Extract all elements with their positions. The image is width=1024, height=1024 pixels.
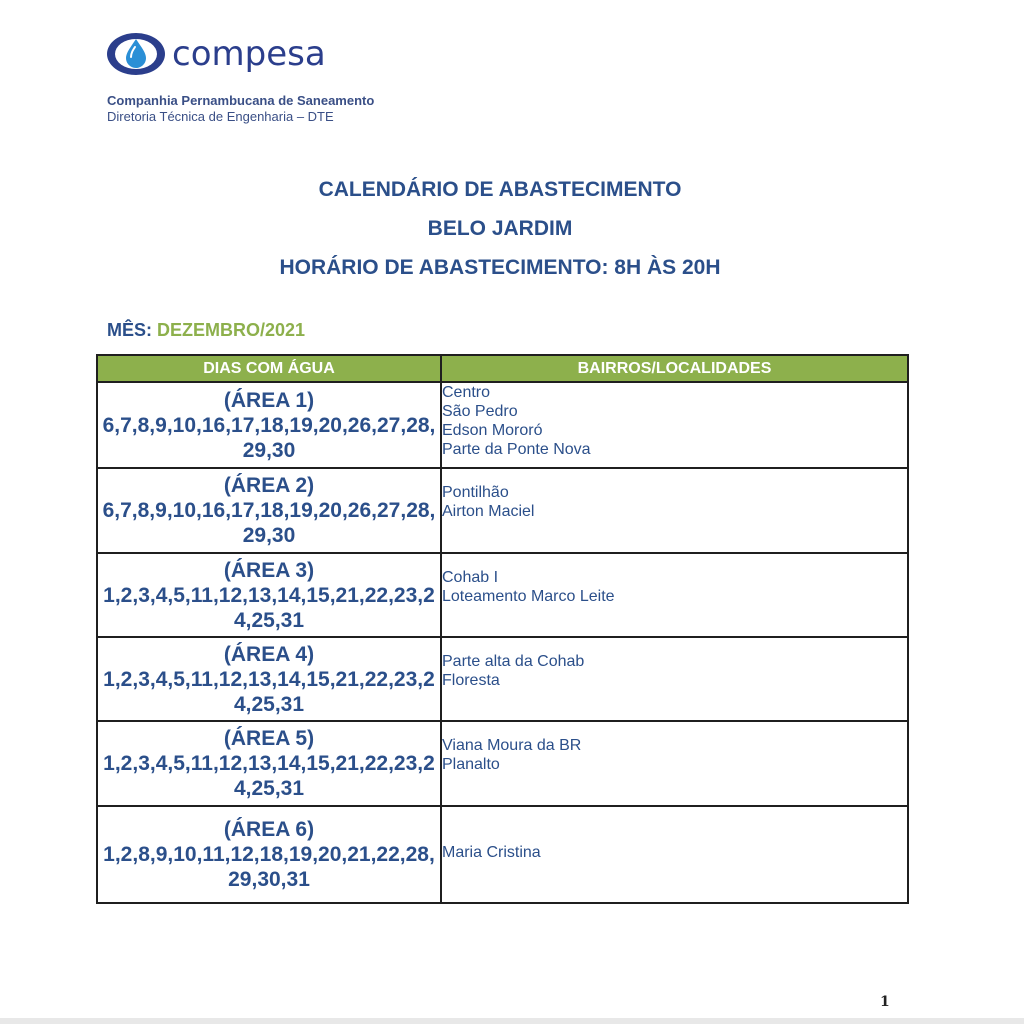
- organization-department: Diretoria Técnica de Engenharia – DTE: [107, 109, 334, 124]
- place-item: Maria Cristina: [442, 844, 541, 861]
- compesa-logo: [106, 31, 326, 77]
- days-cell: [97, 382, 441, 468]
- table-row: [97, 721, 908, 806]
- place-item: Parte alta da Cohab: [442, 653, 585, 670]
- water-drop-logo-icon: [106, 31, 168, 77]
- area-label: (ÁREA 6): [223, 818, 315, 841]
- days-cell: [97, 553, 441, 637]
- places-cell: [441, 637, 908, 721]
- area-label: (ÁREA 1): [223, 388, 315, 412]
- place-item: Viana Moura da BR: [442, 737, 582, 754]
- title-line-3: HORÁRIO DE ABASTECIMENTO: 8H ÀS 20H: [279, 256, 721, 279]
- places-cell: [441, 721, 908, 806]
- days-cell: [97, 721, 441, 806]
- table-row: [97, 468, 908, 553]
- logo-wordmark: compesa: [172, 34, 326, 74]
- area-days: 6,7,8,9,10,16,17,18,19,20,26,27,28,29,30: [102, 499, 436, 547]
- area-days: 6,7,8,9,10,16,17,18,19,20,26,27,28,29,30: [102, 413, 436, 462]
- place-item: Loteamento Marco Leite: [442, 588, 615, 605]
- place-item: Airton Maciel: [442, 503, 535, 520]
- table-row: [97, 806, 908, 903]
- area-days: 1,2,3,4,5,11,12,13,14,15,21,22,23,24,25,31: [103, 752, 435, 800]
- place-item: Centro: [442, 384, 491, 401]
- table-row: [97, 382, 908, 468]
- area-label: (ÁREA 3): [223, 558, 315, 582]
- header-days: DIAS COM ÁGUA: [97, 355, 441, 382]
- month-label: MÊS:: [107, 320, 158, 340]
- title-line-2: BELO JARDIM: [427, 217, 573, 240]
- supply-schedule-table: [96, 354, 909, 904]
- viewer-bottom-strip: [0, 1018, 1024, 1024]
- days-cell: [97, 806, 441, 903]
- document-titles: [0, 170, 1000, 287]
- places-cell: [441, 806, 908, 903]
- days-cell: [97, 637, 441, 721]
- month-value: DEZEMBRO/2021: [157, 320, 306, 340]
- days-cell: [97, 468, 441, 553]
- area-label: (ÁREA 5): [223, 727, 315, 750]
- area-days: 1,2,3,4,5,11,12,13,14,15,21,22,23,24,25,31: [103, 583, 435, 632]
- place-item: Pontilhão: [442, 484, 509, 501]
- place-item: Floresta: [442, 672, 500, 689]
- place-item: Planalto: [442, 756, 500, 773]
- area-days: 1,2,3,4,5,11,12,13,14,15,21,22,23,24,25,31: [103, 667, 435, 716]
- place-item: Edson Mororó: [442, 422, 543, 439]
- month-line: [107, 320, 305, 341]
- area-days: 1,2,8,9,10,11,12,18,19,20,21,22,28,29,30,31: [103, 843, 435, 891]
- place-item: Cohab I: [442, 569, 499, 586]
- organization-info: [107, 93, 374, 125]
- places-cell: [441, 553, 908, 637]
- table-row: [97, 637, 908, 721]
- organization-name: Companhia Pernambucana de Saneamento: [107, 93, 375, 108]
- place-item: Parte da Ponte Nova: [442, 441, 591, 458]
- header-places: BAIRROS/LOCALIDADES: [441, 355, 908, 382]
- place-item: São Pedro: [442, 403, 518, 420]
- places-cell: [441, 382, 908, 468]
- table-header-row: [97, 355, 908, 382]
- area-label: (ÁREA 2): [223, 474, 315, 497]
- places-cell: [441, 468, 908, 553]
- table-row: [97, 553, 908, 637]
- page-number: 1: [880, 994, 890, 1010]
- area-label: (ÁREA 4): [223, 642, 315, 666]
- title-line-1: CALENDÁRIO DE ABASTECIMENTO: [318, 178, 682, 201]
